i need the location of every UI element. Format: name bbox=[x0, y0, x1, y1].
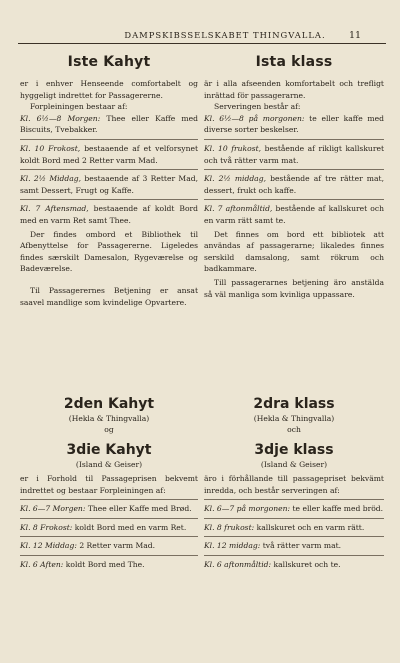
divider bbox=[20, 518, 198, 519]
first-class-intro: er i enhver Henseende comfortabelt og hyggeligt indrettet for Passagererne. bbox=[20, 79, 198, 100]
divider bbox=[20, 536, 198, 537]
second-class-ships: (Hekla & Thingvalla) bbox=[253, 414, 335, 423]
swedish-lower-section bbox=[204, 396, 384, 571]
service-note: Til Passagerernes Betjening er ansat saavel mandlige som kvindelige Opvartere. bbox=[20, 285, 198, 307]
second-class-heading: 2dra klass bbox=[253, 396, 335, 412]
meal-item: Kl. 6½—8 Morgen: Thee eller Kaffe med Biscuits, Tvebakker. bbox=[20, 113, 198, 135]
divider bbox=[204, 499, 384, 500]
meal-item: Kl. 6 aftonmåltid: kallskuret och te. bbox=[204, 559, 341, 569]
divider bbox=[204, 536, 384, 537]
divider bbox=[204, 555, 384, 556]
divider bbox=[20, 499, 198, 500]
divider bbox=[20, 169, 198, 170]
divider bbox=[204, 199, 384, 200]
meal-item: Kl. 12 middag: två rätter varm mat. bbox=[204, 541, 342, 551]
connector-word: och bbox=[287, 425, 301, 434]
page-number: 11 bbox=[349, 30, 362, 41]
swedish-column bbox=[204, 50, 384, 300]
danish-lower-section bbox=[20, 396, 198, 571]
meal-item: Kl. 6—7 Morgen: Thee eller Kaffe med Brød. bbox=[20, 504, 192, 514]
first-class-heading: Iste Kahyt bbox=[67, 54, 151, 70]
third-class-heading: 3die Kahyt bbox=[66, 442, 152, 458]
meal-item: Kl. 2½ middag, bestående af tre rätter mat, dessert, frukt och kaffe. bbox=[204, 174, 384, 195]
divider bbox=[204, 139, 384, 140]
second-class-ships: (Hekla & Thingvalla) bbox=[68, 414, 150, 423]
third-class-intro: äro i förhållande till passagepriset bekvämt inredda, och består serveringen af: bbox=[204, 474, 384, 495]
header-rule bbox=[18, 43, 386, 44]
second-class-heading: 2den Kahyt bbox=[63, 396, 155, 412]
divider bbox=[20, 199, 198, 200]
meal-item: Kl. 10 Frokost, bestaaende af et velforsynet koldt Bord med 2 Retter varm Mad. bbox=[20, 143, 199, 165]
meal-item: Kl. 6—7 på morgonen: te eller kaffe med bröd. bbox=[204, 504, 384, 514]
meal-item: Kl. 2½ Middag, bestaaende af 3 Retter Mad, samt Dessert, Frugt og Kaffe. bbox=[20, 174, 198, 195]
divider bbox=[204, 518, 384, 519]
service-note: Till passagerarnes betjening äro anstälda så väl manliga som kvinliga uppassare. bbox=[204, 277, 384, 299]
catering-heading: Serveringen består af: bbox=[214, 102, 301, 112]
meal-item: Kl. 10 frukost, bestående af rikligt kallskuret och två rätter varm mat. bbox=[204, 143, 384, 165]
connector-word: og bbox=[104, 425, 114, 434]
third-class-heading: 3dje klass bbox=[254, 442, 334, 458]
catering-heading: Forpleiningen bestaar af: bbox=[30, 102, 128, 112]
third-class-intro: er i Forhold til Passageprisen bekvemt indrettet og bestaar Forpleiningen af: bbox=[20, 474, 198, 495]
library-note: Det finnes om bord ett bibliotek att användas af passagerarne; likaledes finnes serskild damsalong, samt rökrum och badkammare. bbox=[204, 229, 384, 274]
divider bbox=[20, 555, 198, 556]
first-class-heading: Ista klass bbox=[255, 54, 333, 70]
running-header: DAMPSKIBSSELSKABET THINGVALLA. bbox=[124, 30, 326, 40]
meal-item: Kl. 8 Frokost: koldt Bord med en varm Ret. bbox=[20, 522, 187, 532]
third-class-ships: (Island & Geiser) bbox=[75, 460, 143, 469]
meal-item: Kl. 6½—8 på morgonen: te eller kaffe med diverse sorter beskelser. bbox=[204, 113, 384, 135]
meal-item: Kl. 7 Aftensmad, bestaaende af koldt Bord med en varm Ret samt Thee. bbox=[20, 204, 199, 225]
divider bbox=[204, 169, 384, 170]
meal-item: Kl. 6 Aften: koldt Bord med The. bbox=[20, 559, 145, 569]
meal-item: Kl. 12 Middag: 2 Retter varm Mad. bbox=[20, 541, 156, 551]
meal-item: Kl. 7 aftonmåltid, bestående af kallskuret och en varm rätt samt te. bbox=[204, 204, 384, 225]
divider bbox=[20, 139, 198, 140]
library-note: Der findes ombord et Bibliothek til Afbenyttelse for Passagererne. Ligeledes findes særskilt Damesalon, Rygeværelse og Badeværelse. bbox=[20, 229, 198, 274]
danish-column bbox=[20, 50, 198, 308]
third-class-ships: (Island & Geiser) bbox=[260, 460, 328, 469]
first-class-intro: är i alla afseenden komfortabelt och trefligt inrättad för passagerarne. bbox=[204, 79, 384, 100]
meal-item: Kl. 8 frukost: kallskuret och en varm rätt. bbox=[204, 522, 365, 532]
